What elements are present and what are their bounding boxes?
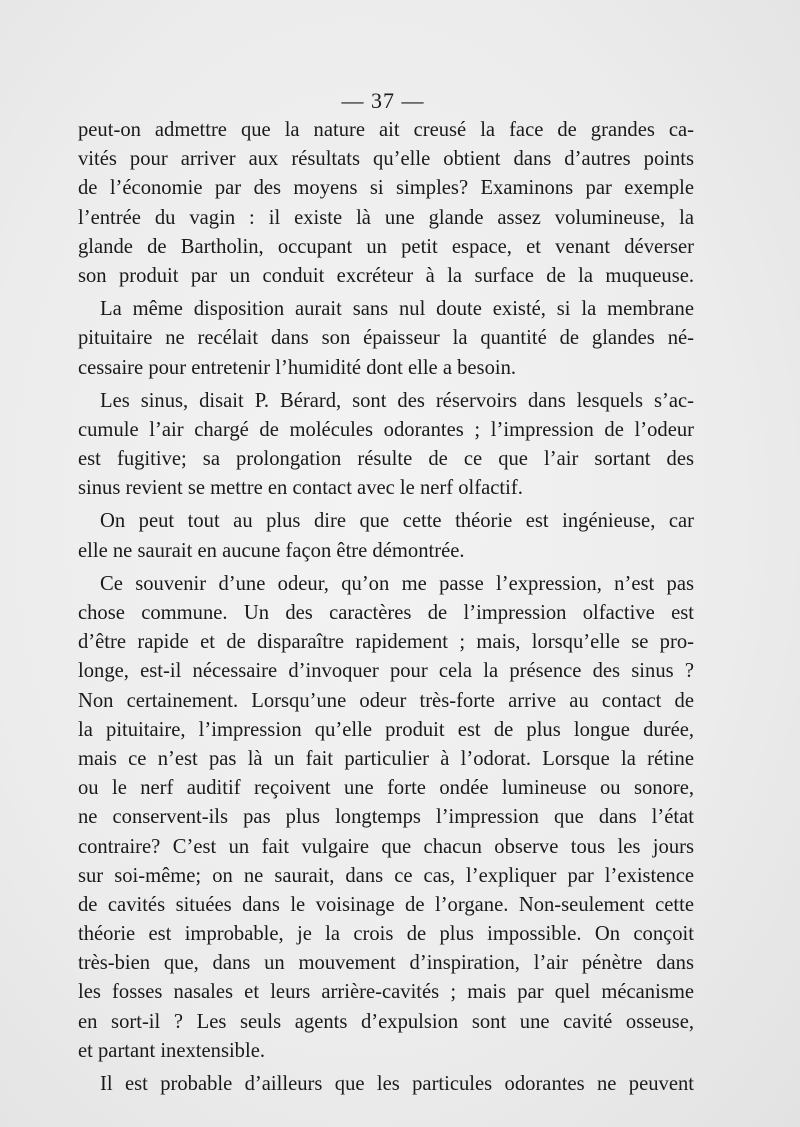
text-line: en sort-il ? Les seuls agents d’expulsion sont une cavité osseuse, [78, 1010, 694, 1033]
paragraph [78, 116, 694, 291]
text-line: de l’économie par des moyens si simples? Examinons par exemple [78, 177, 694, 200]
text-line: sur soi-même; on ne saurait, dans ce cas, l’expliquer par l’existence [78, 864, 694, 887]
text-line: de cavités situées dans le voisinage de l’organe. Non-seulement cette [78, 893, 694, 916]
text-line: l’entrée du vagin : il existe là une glande assez volumineuse, la [78, 206, 694, 229]
text-line: théorie est improbable, je la crois de plus impossible. On conçoit [78, 923, 694, 946]
text-line: On peut tout au plus dire que cette théorie est ingénieuse, car [100, 510, 694, 533]
text-line: est fugitive; sa prolongation résulte de ce que l’air sortant des [78, 448, 694, 471]
text-line: ne conservent-ils pas plus longtemps l’impression que dans l’état [78, 806, 694, 829]
paragraph [78, 1070, 694, 1099]
text-line: cumule l’air chargé de molécules odorantes ; l’impression de l’odeur [78, 418, 694, 441]
text-line: très-bien que, dans un mouvement d’inspiration, l’air pénètre dans [78, 952, 694, 975]
text-line: vités pour arriver aux résultats qu’elle obtient dans d’autres points [78, 148, 694, 171]
text-line: La même disposition aurait sans nul doute existé, si la membrane [100, 298, 694, 321]
text-line: son produit par un conduit excréteur à la surface de la muqueuse. [78, 264, 694, 287]
text-line: longe, est-il nécessaire d’invoquer pour cela la présence des sinus ? [78, 660, 694, 683]
text-line: la pituitaire, l’impression qu’elle produit est de plus longue durée, [78, 718, 694, 741]
text-line: chose commune. Un des caractères de l’impression olfactive est [78, 602, 694, 624]
text-line: cessaire pour entretenir l’humidité dont elle a besoin. [78, 356, 517, 379]
text-line: et partant inextensible. [78, 1039, 265, 1062]
paragraph [78, 570, 694, 1066]
text-line: Non certainement. Lorsqu’une odeur très-forte arrive au contact de [78, 689, 694, 712]
text-line: peut-on admettre que la nature ait creusé la face de grandes ca- [78, 119, 694, 141]
text-line: Il est probable d’ailleurs que les particules odorantes ne peuvent [100, 1073, 694, 1095]
body-text [78, 116, 694, 1099]
page-number: — 37 — [341, 88, 425, 113]
text-line: mais ce n’est pas là un fait particulier à l’odorat. Lorsque la rétine [78, 747, 694, 770]
text-line: Ce souvenir d’une odeur, qu’on me passe l’expression, n’est pas [100, 572, 694, 595]
text-line: contraire? C’est un fait vulgaire que chacun observe tous les jours [78, 835, 694, 858]
text-line: elle ne saurait en aucune façon être démontrée. [78, 539, 465, 562]
text-line: pituitaire ne recélait dans son épaisseur la quantité de glandes né- [78, 327, 694, 350]
paragraph [78, 507, 694, 565]
text-line: ou le nerf auditif reçoivent une forte ondée lumineuse ou sonore, [78, 777, 694, 800]
text-line: les fosses nasales et leurs arrière-cavités ; mais par quel mécanisme [78, 981, 694, 1004]
paragraph [78, 387, 694, 504]
text-line: glande de Bartholin, occupant un petit espace, et venant déverser [78, 235, 694, 258]
text-line: Les sinus, disait P. Bérard, sont des réservoirs dans lesquels s’ac- [100, 389, 694, 412]
text-line: sinus revient se mettre en contact avec le nerf olfactif. [78, 477, 523, 500]
text-line: d’être rapide et de disparaître rapidement ; mais, lorsqu’elle se pro- [78, 631, 694, 654]
paragraph [78, 295, 694, 383]
